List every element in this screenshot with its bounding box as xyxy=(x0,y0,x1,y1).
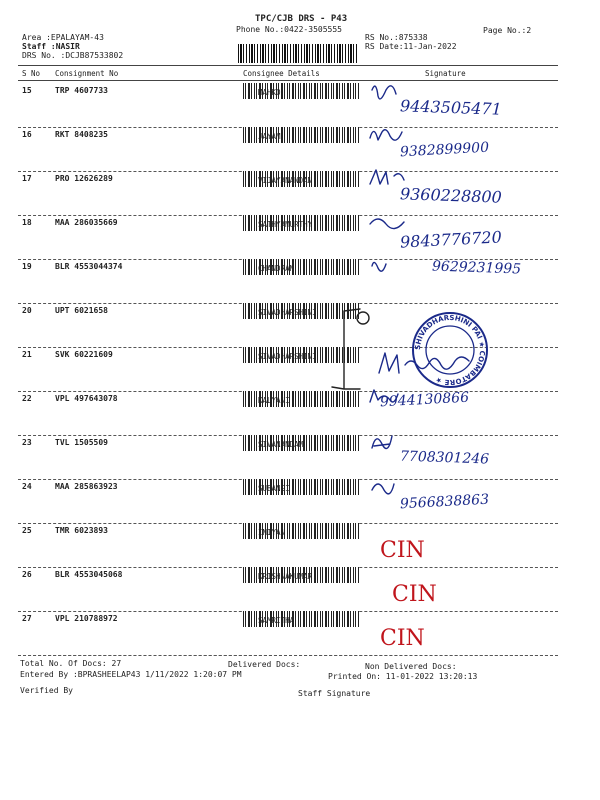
row-sno: 23 xyxy=(22,438,32,447)
non-delivered-docs: Non Delivered Docs: xyxy=(365,662,457,671)
row-signature-phone: 7708301246 xyxy=(399,448,490,468)
col-sno: S No xyxy=(22,69,41,78)
row-sno: 24 xyxy=(22,482,32,491)
area-label: Area :EPALAYAM-43 xyxy=(22,33,104,42)
col-consignee: Consignee Details xyxy=(243,69,320,78)
row-consignee: SIVADHARSHINI xyxy=(258,352,317,361)
row-signature-phone: 9629231995 xyxy=(431,258,522,278)
row-sno: 18 xyxy=(22,218,32,227)
row-signature-phone: 9382899900 xyxy=(399,139,490,161)
row-sno: 27 xyxy=(22,614,32,623)
row-signature-phone: 9944130866 xyxy=(379,389,470,411)
row-consignment-no: MAA 286035669 xyxy=(55,218,118,227)
row-consignee: SUBANGI xyxy=(258,484,290,493)
row-sno: 15 xyxy=(22,86,32,95)
drs-number: DRS No. :DCJB87533802 xyxy=(22,51,124,60)
delivered-docs: Delivered Docs: xyxy=(228,660,301,669)
row-signature-phone: 9843776720 xyxy=(399,227,503,252)
rs-date: RS Date:11-Jan-2022 xyxy=(365,42,457,51)
row-consignment-no: UPT 6021658 xyxy=(55,306,108,315)
row-consignee: JAYAM xyxy=(258,132,281,141)
row-consignee: SATHYAMURTHY xyxy=(258,220,313,229)
svg-text:SHIVADHARSHINI PAI ★ COIMBATOR: SHIVADHARSHINI PAI ★ COIMBATORE ★ xyxy=(413,313,487,387)
entered-by: Entered By :BPRASHEELAP43 1/11/2022 1:20:07 PM xyxy=(20,670,242,679)
page-number: Page No.:2 xyxy=(483,26,532,35)
row-signature-phone: 9360228800 xyxy=(399,184,503,207)
row-consignee: KRISHNAKUMAR xyxy=(258,572,313,581)
row-consignee: INIYAN xyxy=(258,528,286,537)
rs-number: RS No.:875338 xyxy=(365,33,428,42)
columns-rule xyxy=(18,80,558,81)
col-consignment: Consignment No xyxy=(55,69,119,78)
staff-signature-label: Staff Signature xyxy=(298,689,371,698)
row-consignment-no: SVK 60221609 xyxy=(55,350,113,359)
row-consignment-no: TMR 6023893 xyxy=(55,526,108,535)
row-consignment-no: TRP 4607733 xyxy=(55,86,108,95)
row-consignment-no: BLR 4553044374 xyxy=(55,262,123,271)
total-docs: Total No. Of Docs: 27 xyxy=(20,659,122,668)
phone-number: Phone No.:0422-3505555 xyxy=(236,25,342,34)
row-consignee: MAHKO xyxy=(258,88,281,97)
row-signature-phone: 9443505471 xyxy=(399,96,503,119)
verified-by: Verified By xyxy=(20,686,73,695)
row-sno: 26 xyxy=(22,570,32,579)
document-title: TPC/CJB DRS - P43 xyxy=(255,14,348,24)
bracket-mark xyxy=(330,305,370,395)
row-consignee: KALYANI xyxy=(258,396,290,405)
row-consignment-no: TVL 1505509 xyxy=(55,438,108,447)
stamp-signature xyxy=(375,345,485,385)
row-consignment-no: VPL 497643078 xyxy=(55,394,118,403)
row-signature-scribble xyxy=(368,256,428,280)
row-consignee: CHANDRAN xyxy=(258,264,295,273)
row-sno: 19 xyxy=(22,262,32,271)
row-consignee: SIVADHARSHINI xyxy=(258,308,317,317)
row-consignee: SAMRITHA xyxy=(258,616,295,625)
row-cin-mark: CIN xyxy=(380,626,425,651)
row-sno: 25 xyxy=(22,526,32,535)
row-consignment-no: RKT 8408235 xyxy=(55,130,108,139)
row-signature-phone: 9566838863 xyxy=(399,491,490,513)
footer-rule xyxy=(18,655,558,656)
row-consignment-no: BLR 4553045068 xyxy=(55,570,123,579)
staff-label: Staff :NASIR xyxy=(22,42,80,51)
header-rule xyxy=(18,65,558,66)
printed-on: Printed On: 11-01-2022 13:20:13 xyxy=(328,672,478,681)
row-consignment-no: VPL 210788972 xyxy=(55,614,118,623)
row-sno: 17 xyxy=(22,174,32,183)
row-sno: 22 xyxy=(22,394,32,403)
row-cin-mark: CIN xyxy=(380,538,425,563)
row-cin-mark: CIN xyxy=(392,582,437,607)
col-signature: Signature xyxy=(425,69,466,78)
row-consignee: VIJAYANANDAN xyxy=(258,176,313,185)
row-sno: 16 xyxy=(22,130,32,139)
row-sno: 20 xyxy=(22,306,32,315)
row-consignment-no: PRO 12626289 xyxy=(55,174,113,183)
row-consignee: SIVANANDAM xyxy=(258,440,304,449)
row-sno: 21 xyxy=(22,350,32,359)
header-barcode xyxy=(238,44,358,63)
row-consignment-no: MAA 285863923 xyxy=(55,482,118,491)
